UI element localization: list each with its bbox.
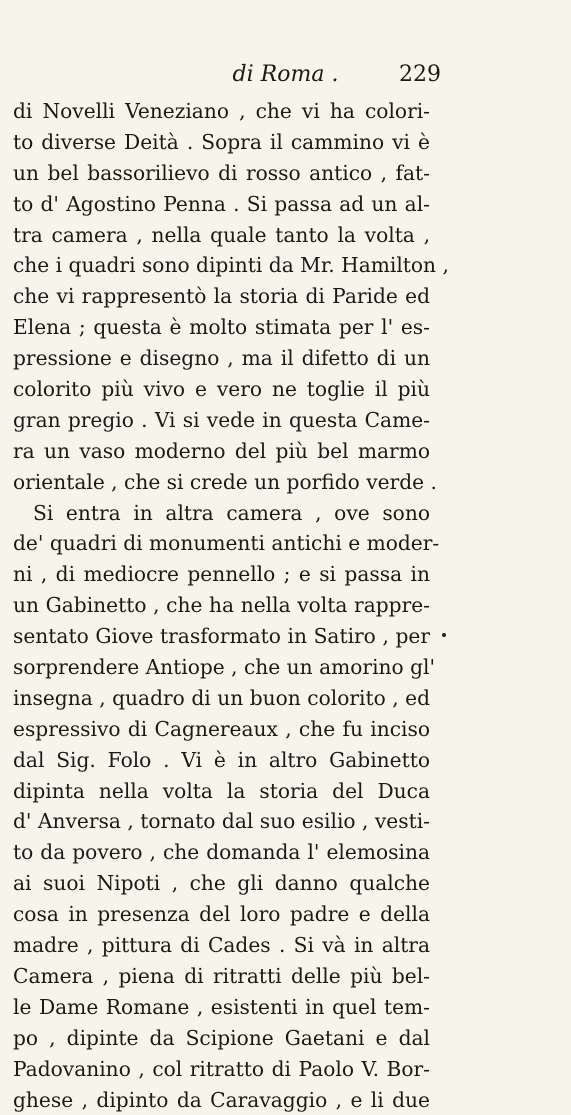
text-line: insegna , quadro di un buon colorito , ed — [13, 683, 430, 714]
text-line: che i quadri sono dipinti da Mr. Hamilton , — [13, 250, 430, 281]
text-line: po , dipinte da Scipione Gaetani e dal — [13, 1023, 430, 1054]
text-line: ai suoi Nipoti , che gli danno qualche — [13, 868, 430, 899]
text-line: gran pregio . Vi si vede in questa Came- — [13, 405, 430, 436]
margin-ink-dot — [442, 633, 446, 637]
text-line: to d' Agostino Penna . Si passa ad un al- — [13, 189, 430, 220]
text-line: Camera , piena di ritratti delle più bel- — [13, 961, 430, 992]
text-line: orientale , che si crede un porfido verde . — [13, 467, 430, 498]
paragraph-start-line: Si entra in altra camera , ove sono — [13, 498, 430, 529]
text-line: le Dame Romane , esistenti in quel tem- — [13, 992, 430, 1023]
text-line: un Gabinetto , che ha nella volta rappre- — [13, 590, 430, 621]
running-head-title: di Roma . — [0, 62, 571, 87]
text-line: dal Sig. Folo . Vi è in altro Gabinetto — [13, 745, 430, 776]
text-line: Padovanino , col ritratto di Paolo V. Bor- — [13, 1054, 430, 1085]
text-line: madre , pittura di Cades . Si và in altra — [13, 930, 430, 961]
text-line: d' Anversa , tornato dal suo esilio , vesti- — [13, 806, 430, 837]
text-line: espressivo di Cagnereaux , che fu inciso — [13, 714, 430, 745]
text-line: dipinta nella volta la storia del Duca — [13, 776, 430, 807]
text-line: to diverse Deità . Sopra il cammino vi è — [13, 127, 430, 158]
text-line: de' quadri di monumenti antichi e moder- — [13, 528, 430, 559]
text-line: sorprendere Antiope , che un amorino gl' — [13, 652, 430, 683]
running-head — [0, 62, 571, 90]
body-text — [13, 96, 430, 1115]
text-line: di Novelli Veneziano , che vi ha colori- — [13, 96, 430, 127]
text-line: colorito più vivo e vero ne toglie il più — [13, 374, 430, 405]
text-line: pressione e disegno , ma il difetto di un — [13, 343, 430, 374]
page-number: 229 — [399, 62, 441, 87]
text-line: cosa in presenza del loro padre e della — [13, 899, 430, 930]
text-line: ni , di mediocre pennello ; e si passa in — [13, 559, 430, 590]
text-line: Elena ; questa è molto stimata per l' es- — [13, 312, 430, 343]
text-line: sentato Giove trasformato in Satiro , per — [13, 621, 430, 652]
text-line: che vi rappresentò la storia di Paride ed — [13, 281, 430, 312]
text-line: to da povero , che domanda l' elemosina — [13, 837, 430, 868]
text-line: ra un vaso moderno del più bel marmo — [13, 436, 430, 467]
text-line: tra camera , nella quale tanto la volta , — [13, 220, 430, 251]
text-line: un bel bassorilievo di rosso antico , fat- — [13, 158, 430, 189]
text-line: ghese , dipinto da Caravaggio , e li due — [13, 1085, 430, 1115]
